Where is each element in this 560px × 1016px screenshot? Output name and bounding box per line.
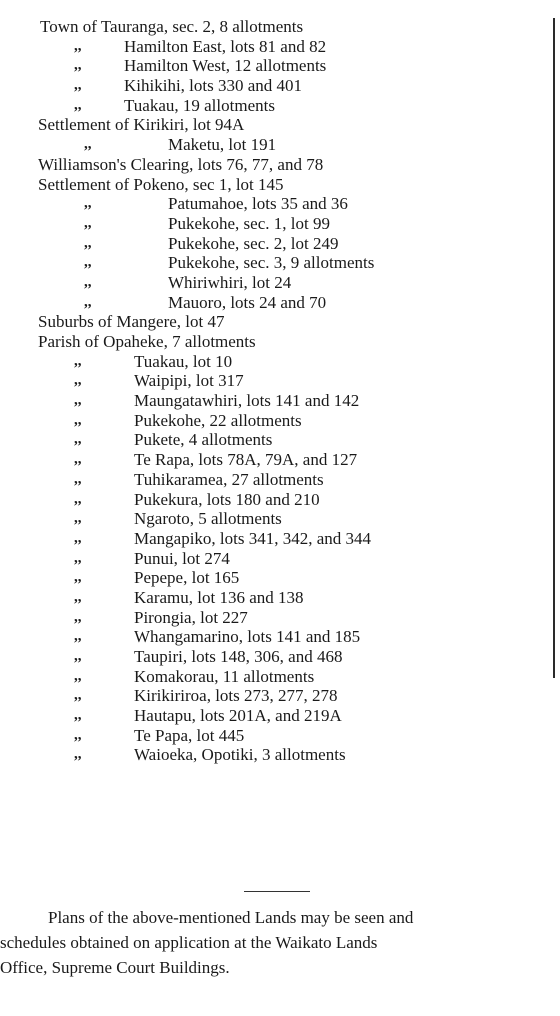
entry-text: Hautapu, lots 201A, and 219A	[134, 706, 342, 726]
entry-text: Pukekohe, 22 allotments	[134, 410, 302, 430]
list-item	[0, 175, 552, 195]
entry-text: Pukekohe, sec. 2, lot 249	[168, 233, 339, 253]
ditto-mark: ,,	[74, 569, 82, 586]
entry-text: Pukekura, lots 180 and 210	[134, 489, 320, 509]
entry-text: Hamilton East, lots 81 and 82	[124, 36, 327, 56]
ditto-mark: ,,	[74, 470, 82, 487]
entry-text: Pirongia, lot 227	[134, 607, 248, 627]
list-item	[0, 568, 552, 588]
ditto-mark: ,,	[74, 746, 82, 763]
ditto-mark: ,,	[74, 687, 82, 704]
entry-text: Te Rapa, lots 78A, 79A, and 127	[134, 450, 358, 470]
entry-text: Whangamarino, lots 141 and 185	[134, 627, 361, 647]
entry-text: Maungatawhiri, lots 141 and 142	[134, 391, 360, 411]
ditto-mark: ,,	[74, 96, 82, 113]
entry-text: Kihikihi, lots 330 and 401	[124, 76, 303, 96]
list-item	[0, 470, 552, 490]
ditto-mark: ,,	[74, 77, 82, 94]
list-item	[0, 745, 552, 765]
ditto-mark: ,,	[84, 214, 92, 231]
list-item	[0, 549, 552, 569]
entry-text: Kirikiriroa, lots 273, 277, 278	[134, 686, 338, 706]
entry-text: Pukekohe, sec. 3, 9 allotments	[168, 253, 375, 273]
ditto-mark: ,,	[74, 726, 82, 743]
list-item	[0, 686, 552, 706]
entry-text: Waipipi, lot 317	[134, 371, 244, 391]
list-item	[0, 135, 552, 155]
ditto-mark: ,,	[74, 37, 82, 54]
ditto-mark: ,,	[74, 510, 82, 527]
ditto-mark: ,,	[74, 707, 82, 724]
list-item	[0, 194, 552, 214]
list-item	[0, 411, 552, 431]
ditto-mark: ,,	[84, 273, 92, 290]
ditto-mark: ,,	[74, 588, 82, 605]
list-item	[0, 76, 552, 96]
list-item	[0, 96, 552, 116]
ditto-mark: ,,	[74, 549, 82, 566]
list-item	[0, 450, 552, 470]
ditto-mark: ,,	[74, 451, 82, 468]
list-item	[0, 56, 552, 76]
entry-text: Town of Tauranga, sec. 2, 8 allotments	[40, 17, 304, 36]
ditto-mark: ,,	[84, 254, 92, 271]
ditto-mark: ,,	[74, 628, 82, 645]
entry-text: Mangapiko, lots 341, 342, and 344	[134, 528, 372, 548]
list-item	[0, 37, 552, 57]
list-item	[0, 667, 552, 687]
ditto-mark: ,,	[74, 490, 82, 507]
entry-text: Taupiri, lots 148, 306, and 468	[134, 647, 343, 666]
ditto-mark: ,,	[74, 431, 82, 448]
list-item	[0, 647, 552, 667]
ditto-mark: ,,	[74, 352, 82, 369]
entry-text: Whiriwhiri, lot 24	[168, 272, 292, 292]
list-item	[0, 214, 552, 234]
list-item	[0, 273, 552, 293]
ditto-mark: ,,	[74, 529, 82, 546]
entry-text: Patumahoe, lots 35 and 36	[168, 194, 348, 214]
ditto-mark: ,,	[74, 57, 82, 74]
ditto-mark: ,,	[74, 667, 82, 684]
entry-text: Tuakau, 19 allotments	[124, 95, 275, 115]
entry-text: Pukete, 4 allotments	[134, 430, 273, 450]
entry-text: Hamilton West, 12 allotments	[124, 56, 327, 76]
entry-text: Mauoro, lots 24 and 70	[168, 292, 327, 312]
lands-list	[0, 17, 552, 765]
ditto-mark: ,,	[74, 372, 82, 389]
list-item	[0, 490, 552, 510]
entry-text: Pukekohe, sec. 1, lot 99	[168, 213, 330, 233]
notice-line: Plans of the above-mentioned Lands may be seen and	[48, 908, 414, 927]
list-item	[0, 234, 552, 254]
list-item	[0, 726, 552, 746]
entry-text: Punui, lot 274	[134, 548, 230, 568]
ditto-mark: ,,	[74, 392, 82, 409]
list-item	[0, 115, 552, 135]
list-item	[0, 706, 552, 726]
entry-text: Maketu, lot 191	[168, 135, 277, 155]
entry-text: Karamu, lot 136 and 138	[134, 587, 304, 607]
notice-paragraph	[0, 905, 560, 980]
entry-text: Waioeka, Opotiki, 3 allotments	[134, 745, 346, 765]
list-item	[0, 253, 552, 273]
entry-text: Ngaroto, 5 allotments	[134, 509, 282, 529]
ditto-mark: ,,	[84, 195, 92, 212]
list-item	[0, 293, 552, 313]
ditto-mark: ,,	[74, 411, 82, 428]
entry-text: Settlement of Kirikiri, lot 94A	[38, 115, 245, 135]
ditto-mark: ,,	[74, 608, 82, 625]
notice-line: schedules obtained on application at the Waikato Lands	[0, 933, 378, 952]
entry-text: Parish of Opaheke, 7 allotments	[38, 332, 256, 351]
notice-line: Office, Supreme Court Buildings.	[0, 958, 230, 977]
entry-text: Tuhikaramea, 27 allotments	[134, 469, 324, 489]
entry-text: Tuakau, lot 10	[134, 351, 233, 371]
list-item	[0, 352, 552, 372]
list-item	[0, 430, 552, 450]
entry-text: Pepepe, lot 165	[134, 568, 240, 588]
list-item	[0, 588, 552, 608]
list-item	[0, 17, 552, 37]
entry-text: Williamson's Clearing, lots 76, 77, and 78	[38, 154, 324, 174]
entry-text: Te Papa, lot 445	[134, 725, 245, 745]
ditto-mark: ,,	[84, 136, 92, 153]
entry-text: Komakorau, 11 allotments	[134, 666, 315, 686]
ditto-mark: ,,	[84, 234, 92, 251]
list-item	[0, 155, 552, 175]
list-item	[0, 391, 552, 411]
list-item	[0, 332, 552, 352]
ditto-mark: ,,	[84, 293, 92, 310]
section-divider	[244, 891, 310, 892]
list-item	[0, 529, 552, 549]
column-rule	[553, 18, 555, 678]
list-item	[0, 509, 552, 529]
ditto-mark: ,,	[74, 648, 82, 664]
entry-text: Suburbs of Mangere, lot 47	[38, 312, 225, 332]
list-item	[0, 371, 552, 391]
list-item	[0, 312, 552, 332]
list-item	[0, 627, 552, 647]
entry-text: Settlement of Pokeno, sec 1, lot 145	[38, 174, 284, 194]
list-item	[0, 608, 552, 628]
